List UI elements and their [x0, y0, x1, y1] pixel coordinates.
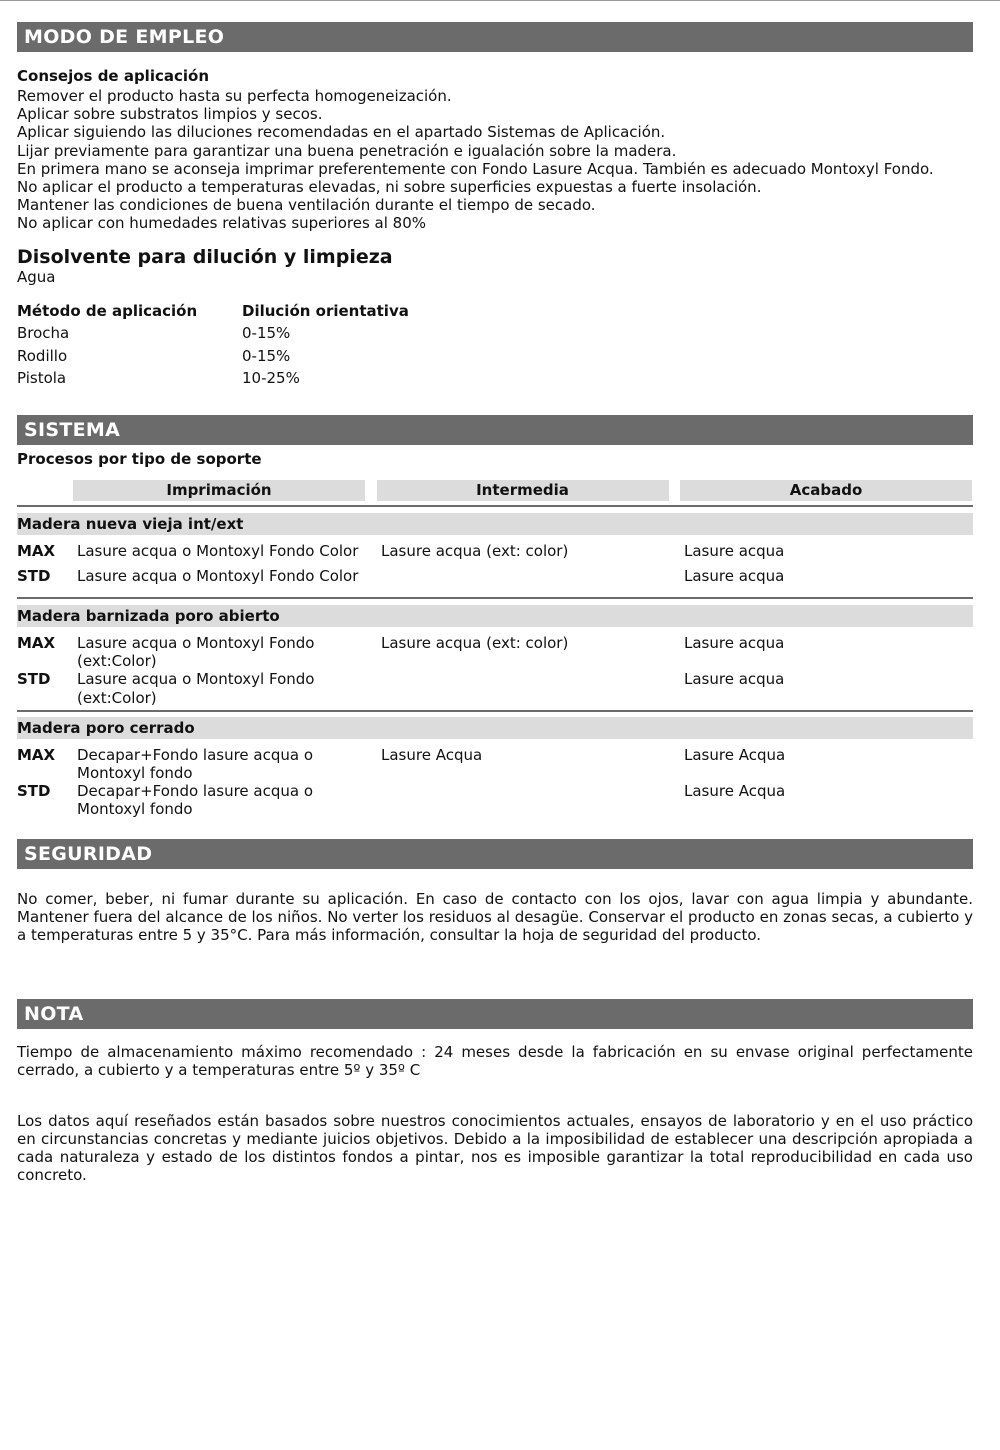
cell-imprimacion: Lasure acqua o Montoxyl Fondo (ext:Color): [77, 670, 315, 707]
cell-imprimacion: Lasure acqua o Montoxyl Fondo Color: [77, 541, 359, 560]
consejo-line: Mantener las condiciones de buena ventilación durante el tiempo de secado.: [17, 196, 596, 215]
consejo-line: Aplicar siguiendo las diluciones recomendadas en el apartado Sistemas de Aplicación.: [17, 123, 666, 142]
cell-intermedia: Lasure Acqua: [381, 745, 483, 764]
section-header-modo: MODO DE EMPLEO: [17, 22, 973, 52]
cell-imprimacion: Decapar+Fondo lasure acqua o Montoxyl fondo: [77, 782, 314, 819]
consejo-line: No aplicar con humedades relativas superiores al 80%: [17, 214, 427, 233]
sistema-group: [17, 597, 973, 707]
cell-acabado: Lasure acqua: [684, 670, 785, 689]
nota-almacenamiento: Tiempo de almacenamiento máximo recomendado : 24 meses desde la fabricación en su envase original perfectamente cerrado, a cubierto y a temperaturas entre 5º y 35º C: [17, 1043, 973, 1080]
sistema-column-headers: [73, 480, 973, 501]
sistema-group: [17, 505, 973, 585]
level-label: MAX: [17, 541, 56, 560]
cell-acabado: Lasure acqua: [684, 541, 785, 560]
group-title: Madera barnizada poro abierto: [17, 605, 973, 627]
dilucion-metodo: Pistola: [17, 369, 67, 388]
cell-imprimacion: Lasure acqua o Montoxyl Fondo Color: [77, 566, 359, 585]
dilucion-value: 0-15%: [242, 346, 291, 365]
table-row: [17, 782, 973, 818]
consejo-line: No aplicar el producto a temperaturas elevadas, ni sobre superficies expuestas a fuerte insolación.: [17, 178, 762, 197]
disolvente-value: Agua: [17, 267, 56, 286]
cell-acabado: Lasure Acqua: [684, 782, 786, 801]
dilucion-metodo: Brocha: [17, 324, 70, 343]
level-label: MAX: [17, 745, 56, 764]
cell-imprimacion: Lasure acqua o Montoxyl Fondo (ext:Color): [77, 634, 315, 671]
dilucion-col-metodo: Método de aplicación: [17, 301, 198, 320]
level-label: STD: [17, 566, 51, 585]
section-header-nota: NOTA: [17, 999, 973, 1029]
dilucion-row: [17, 367, 973, 390]
cell-intermedia: [381, 782, 684, 818]
sistema-group: [17, 710, 973, 819]
dilucion-row: [17, 345, 973, 368]
col-header-imprimacion: Imprimación: [73, 480, 365, 501]
table-row: [17, 670, 973, 706]
consejo-line: Lijar previamente para garantizar una buena penetración e igualación sobre la madera.: [17, 141, 677, 160]
dilucion-value: 10-25%: [242, 369, 300, 388]
table-row: [17, 542, 973, 560]
dilucion-table: [17, 300, 973, 390]
dilucion-col-dilucion: Dilución orientativa: [242, 301, 409, 320]
section-header-seguridad: SEGURIDAD: [17, 839, 973, 869]
table-row: [17, 567, 973, 585]
group-title: Madera nueva vieja int/ext: [17, 513, 973, 535]
cell-intermedia: [381, 567, 684, 585]
col-header-intermedia: Intermedia: [377, 480, 669, 501]
document-page: [17, 22, 973, 1184]
table-row: [17, 746, 973, 782]
cell-imprimacion: Decapar+Fondo lasure acqua o Montoxyl fondo: [77, 745, 314, 783]
top-divider: [0, 0, 1000, 1]
dilucion-metodo: Rodillo: [17, 346, 68, 365]
cell-acabado: Lasure acqua: [684, 566, 785, 585]
level-label: STD: [17, 670, 51, 689]
consejos-list: [17, 87, 973, 233]
seguridad-text: No comer, beber, ni fumar durante su aplicación. En caso de contacto con los ojos, lavar con agua limpia y abundante. Mantener fuera del alcance de los niños. No verter los residuos al desagüe. Conservar el producto en zonas secas, a cubierto y a temperaturas entre 5 y 35°C. Para más información, consultar la hoja de seguridad del producto.: [17, 889, 973, 945]
consejos-title: Consejos de aplicación: [17, 67, 209, 85]
consejo-line: En primera mano se aconseja imprimar preferentemente con Fondo Lasure Acqua. También es adecuado Montoxyl Fondo.: [17, 159, 934, 178]
consejo-line: Remover el producto hasta su perfecta homogeneización.: [17, 87, 452, 105]
cell-acabado: Lasure acqua: [684, 634, 785, 653]
cell-intermedia: [381, 670, 684, 706]
sistema-subtitle: Procesos por tipo de soporte: [17, 449, 262, 468]
col-header-acabado: Acabado: [680, 480, 972, 501]
disolvente-title: Disolvente para dilución y limpieza: [17, 245, 393, 268]
level-label: STD: [17, 782, 51, 801]
level-label: MAX: [17, 634, 56, 653]
table-row: [17, 634, 973, 670]
cell-acabado: Lasure Acqua: [684, 745, 786, 764]
cell-intermedia: Lasure acqua (ext: color): [381, 634, 569, 653]
consejo-line: Aplicar sobre substratos limpios y secos.: [17, 105, 323, 124]
dilucion-value: 0-15%: [242, 324, 291, 343]
nota-disclaimer: Los datos aquí reseñados están basados sobre nuestros conocimientos actuales, ensayos de laboratorio y en el uso práctico en circunstancias concretas y mediante juicios objetivos. Debido a la imposibilidad de establecer una descripción apropiada a cada naturaleza y estado de los distintos fondos a pintar, nos es imposible garantizar la total reproducibilidad en cada uso concreto.: [17, 1111, 973, 1185]
cell-intermedia: Lasure acqua (ext: color): [381, 541, 569, 560]
section-header-sistema: SISTEMA: [17, 415, 973, 445]
group-title: Madera poro cerrado: [17, 717, 973, 739]
dilucion-header-row: [17, 300, 973, 323]
dilucion-row: [17, 322, 973, 345]
